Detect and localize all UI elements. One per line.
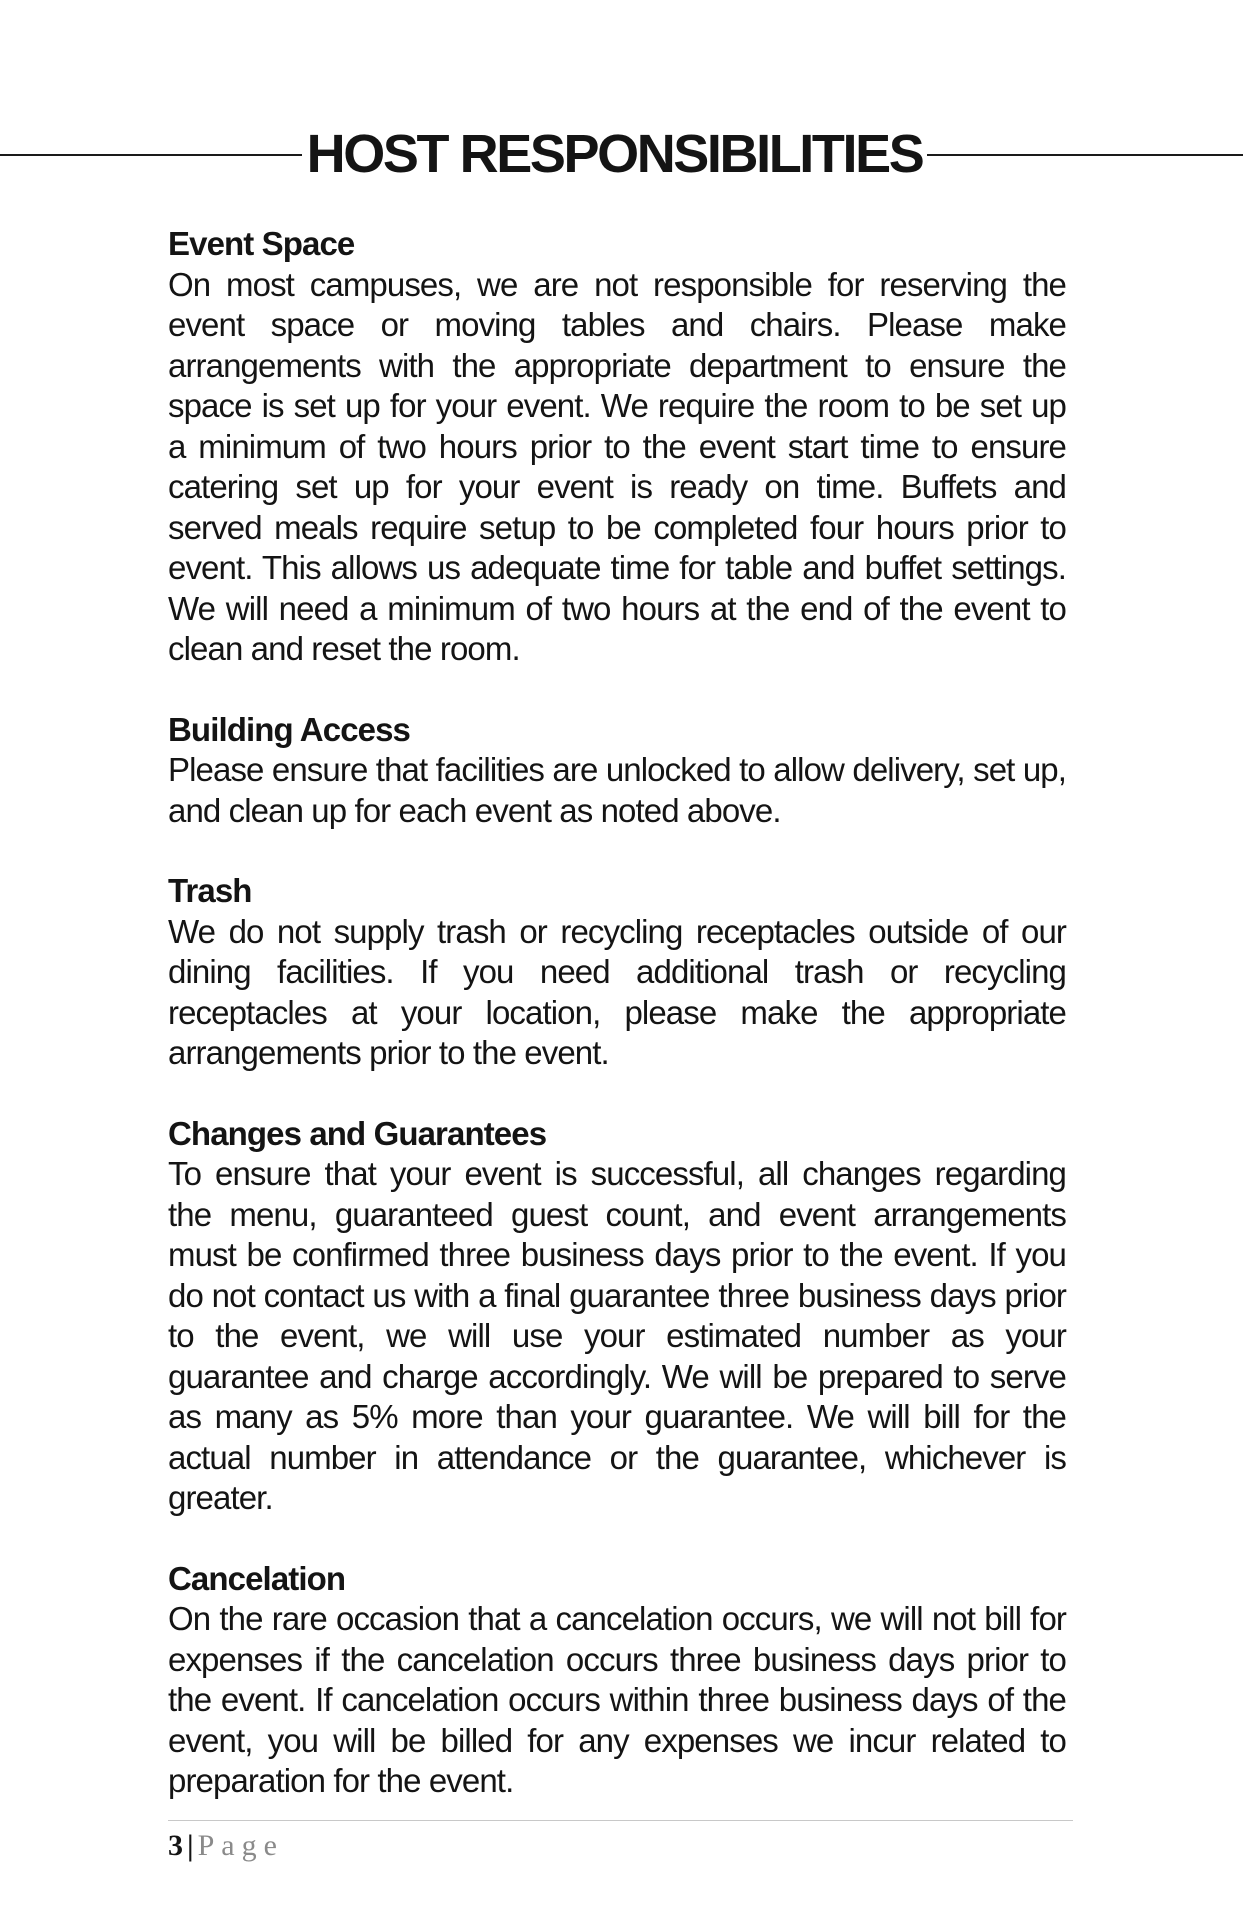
section-body: On the rare occasion that a cancelation occurs, we will not bill for expenses if the cancelation occurs three business days prior to the event. If cancelation occurs within three business days of the event, you will be billed for any expenses we incur related to preparation for the event. (168, 1600, 1066, 1799)
title-rule-right (927, 154, 1243, 156)
page-separator: | (187, 1829, 194, 1862)
section-body: To ensure that your event is successful, all changes regarding the menu, guaranteed guest count, and event arrangements must be confirmed three business days prior to the event. If you do not contact us with a final guarantee three business days prior to the event, we will use your estimated number as your guarantee and charge accordingly. We will be prepared to serve as many as 5% more than your guarantee. We will bill for the actual number in attendance or the guarantee, whichever is greater. (168, 1155, 1066, 1516)
section-event-space (168, 224, 1066, 670)
section-body: We do not supply trash or recycling receptacles outside of our dining facilities. If you need additional trash or recycling receptacles at your location, please make the appropriate arrangements prior to the event. (168, 912, 1066, 1071)
page-number: 3 (168, 1829, 183, 1862)
section-body: On most campuses, we are not responsible for reserving the event space or moving tables and chairs. Please make arrangements with the appropriate department to ensure the space is set up for your event. We require the room to be set up a minimum of two hours prior to the event start time to ensure catering set up for your event is ready on time. Buffets and served meals require setup to be completed four hours prior to event. This allows us adequate time for table and buffet settings. We will need a minimum of two hours at the end of the event to clean and reset the room. (168, 265, 1066, 667)
section-heading: Event Space (168, 225, 355, 262)
section-heading: Trash (168, 872, 252, 909)
section-changes-and-guarantees (168, 1114, 1066, 1519)
page-content (168, 224, 1066, 1842)
section-heading: Building Access (168, 710, 411, 748)
title-rule-left (0, 154, 302, 156)
page-label: Page (197, 1829, 284, 1862)
section-body: Please ensure that facilities are unlocked to allow delivery, set up, and clean up for each event as noted above. (168, 751, 1066, 829)
section-heading: Changes and Guarantees (168, 1114, 547, 1152)
section-trash (168, 871, 1066, 1074)
section-cancelation (168, 1559, 1066, 1802)
page-title: HOST RESPONSIBILITIES (306, 124, 923, 184)
page-footer (168, 1826, 284, 1866)
section-heading: Cancelation (168, 1559, 346, 1597)
footer-rule (168, 1820, 1073, 1821)
section-building-access (168, 710, 1066, 832)
